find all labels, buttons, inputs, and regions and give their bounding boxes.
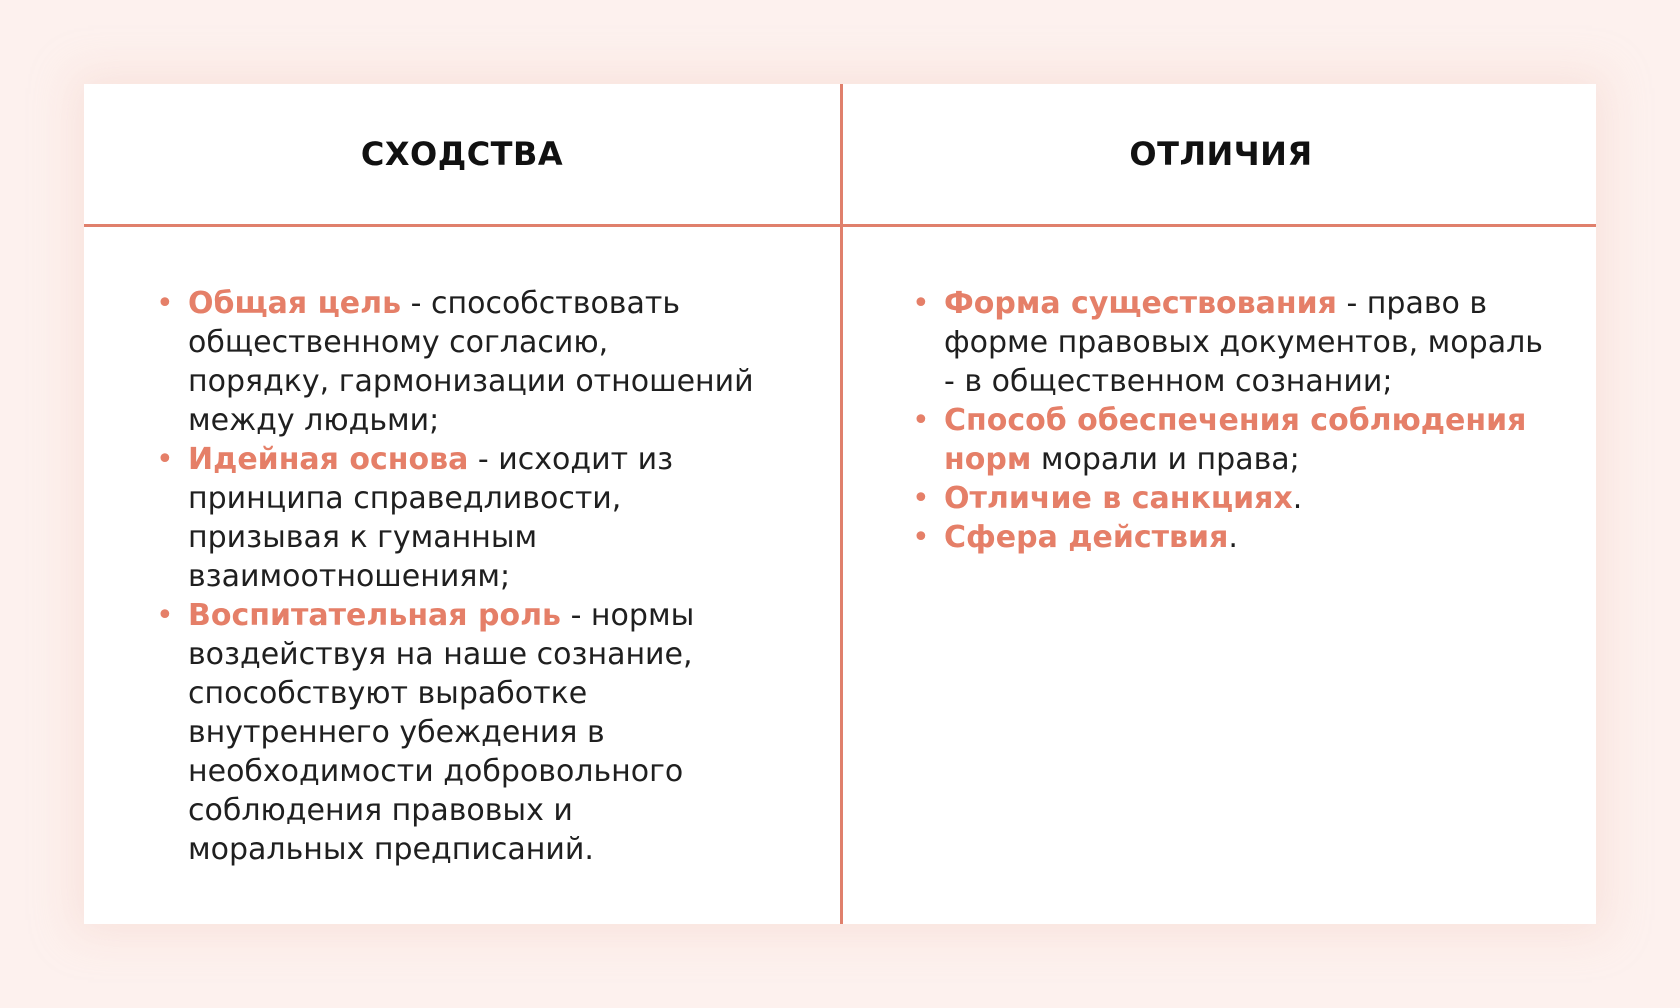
similarity-text: - нормы воздействуя на наше сознание, способствуют выработке внутреннего убеждения в необходимости добровольного соблюдения правовых и моральных предписаний. (188, 598, 695, 867)
differences-header: ОТЛИЧИЯ (1129, 135, 1313, 173)
difference-item (912, 479, 1552, 518)
similarity-item (156, 284, 756, 440)
comparison-table (84, 84, 1596, 924)
similarity-text: - способствовать общественному согласию, порядку, гармонизации отношений между людьми; (188, 286, 754, 438)
similarity-term: Идейная основа (188, 442, 469, 477)
difference-term: Отличие в санкциях (944, 481, 1293, 516)
difference-text: - право в форме правовых документов, мораль - в общественном сознании; (944, 286, 1543, 399)
differences-column (912, 284, 1552, 557)
difference-text: . (1228, 520, 1238, 555)
similarities-column (156, 284, 756, 869)
similarity-item (156, 440, 756, 596)
difference-term: Сфера действия (944, 520, 1229, 555)
difference-text: морали и права; (1031, 442, 1300, 477)
differences-list (912, 284, 1552, 557)
similarities-header: СХОДСТВА (360, 135, 564, 173)
similarity-term: Воспитательная роль (188, 598, 562, 633)
difference-item (912, 284, 1552, 401)
similarity-text: - исходит из принципа справедливости, призывая к гуманным взаимоотношениям; (188, 442, 674, 594)
difference-term: Форма существования (944, 286, 1337, 321)
horizontal-divider (84, 224, 1596, 227)
similarity-term: Общая цель (188, 286, 402, 321)
similarities-list (156, 284, 756, 869)
difference-text: . (1292, 481, 1303, 516)
difference-item (912, 401, 1552, 479)
difference-item (912, 518, 1552, 557)
difference-term: Способ обеспечения соблюдения норм (944, 403, 1527, 477)
similarity-item (156, 596, 756, 869)
